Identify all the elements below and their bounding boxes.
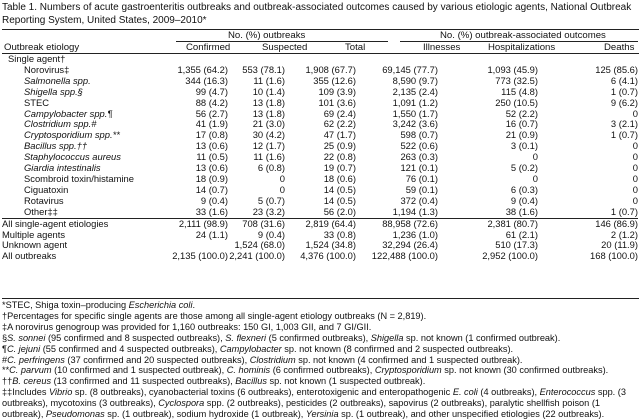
cell-suspected: 12 (1.7) bbox=[252, 140, 285, 152]
cell-deaths: 0 bbox=[632, 183, 638, 195]
cell-confirmed: 2,111 (98.9) bbox=[172, 218, 228, 229]
row-etiology: Giardia intestinalis bbox=[24, 162, 101, 174]
cell-confirmed: 11 (0.5) bbox=[196, 151, 228, 163]
cell-deaths: 6 (4.1) bbox=[610, 74, 638, 86]
cell-suspected: 10 (1.4) bbox=[252, 85, 285, 97]
cell-illnesses: 1,194 (1.3) bbox=[392, 205, 438, 217]
cell-hosp: 0 bbox=[532, 172, 538, 184]
cell-total: 101 (3.6) bbox=[318, 96, 356, 108]
row-etiology: Campylobacter spp.¶ bbox=[24, 107, 113, 119]
cell-illnesses: 598 (0.7) bbox=[400, 129, 438, 141]
cell-total: 33 (0.8) bbox=[323, 228, 356, 240]
footnote-line: †Percentages for specific single agents are those among all single-agent etiology outbreaks (N = 2,819). bbox=[2, 310, 427, 321]
group-header-outcomes: No. (%) outbreak-associated outcomes bbox=[440, 30, 606, 41]
row-etiology: All single-agent etiologies bbox=[2, 218, 172, 229]
cell-illnesses: 2,135 (2.4) bbox=[392, 85, 438, 97]
row-etiology: All outbreaks bbox=[2, 250, 57, 262]
cell-deaths: 0 bbox=[632, 140, 638, 152]
cell-total: 18 (0.6) bbox=[323, 172, 356, 184]
cell-illnesses: 69,145 (77.7) bbox=[382, 63, 438, 75]
table-row bbox=[2, 98, 638, 109]
cell-suspected: 1,524 (68.0) bbox=[234, 239, 285, 251]
cell-confirmed: 9 (0.4) bbox=[200, 194, 228, 206]
cell-deaths: 146 (86.9) bbox=[538, 218, 638, 229]
cell-deaths: 0 bbox=[632, 162, 638, 174]
row-etiology: Norovirus‡ bbox=[24, 63, 70, 75]
cell-total: 22 (0.8) bbox=[323, 151, 356, 163]
row-etiology: Clostridium spp.# bbox=[24, 118, 97, 130]
cell-confirmed: 24 (1.1) bbox=[195, 228, 228, 240]
cell-confirmed: 14 (0.7) bbox=[195, 183, 228, 195]
table-row bbox=[2, 196, 638, 207]
cell-total: 109 (3.9) bbox=[318, 85, 356, 97]
cell-illnesses: 1,550 (1.7) bbox=[392, 107, 438, 119]
cell-total: 4,376 (100.0) bbox=[300, 250, 356, 262]
cell-deaths: 3 (2.1) bbox=[610, 118, 638, 130]
cell-total: 14 (0.5) bbox=[323, 194, 356, 206]
cell-deaths: 168 (100.0) bbox=[590, 250, 638, 262]
cell-hosp: 1,093 (45.9) bbox=[487, 63, 538, 75]
cell-illnesses: 8,590 (9.7) bbox=[392, 74, 438, 86]
row-etiology: STEC bbox=[24, 96, 50, 108]
cell-deaths: 20 (11.9) bbox=[601, 239, 638, 251]
cell-hosp: 115 (4.8) bbox=[501, 85, 538, 97]
section-label: Single agent† bbox=[8, 53, 66, 64]
cell-total: 69 (2.4) bbox=[323, 107, 356, 119]
cell-suspected: 23 (3.2) bbox=[252, 205, 285, 217]
cell-deaths: 0 bbox=[632, 151, 638, 163]
cell-suspected: 0 bbox=[279, 172, 285, 184]
row-etiology: Shigella spp.§ bbox=[24, 85, 83, 97]
footnote-line: ‡A norovirus genogroup was provided for 1,160 outbreaks: 150 GI, 1,003 GII, and 7 GI/GII. bbox=[2, 321, 372, 332]
cell-deaths: 0 bbox=[632, 107, 638, 119]
table-row bbox=[2, 251, 638, 262]
cell-hosp: 3 (0.1) bbox=[510, 140, 538, 152]
cell-total: 355 (12.6) bbox=[313, 74, 356, 86]
cell-total: 19 (0.7) bbox=[323, 162, 356, 174]
row-etiology: Multiple agents bbox=[2, 228, 66, 240]
row-etiology: Other‡‡ bbox=[24, 205, 58, 217]
cell-suspected: 5 (0.7) bbox=[257, 194, 285, 206]
cell-total: 47 (1.7) bbox=[323, 129, 356, 141]
row-etiology: Scombroid toxin/histamine bbox=[24, 172, 134, 184]
cell-hosp: 16 (0.7) bbox=[505, 118, 538, 130]
row-etiology: Salmonella spp. bbox=[24, 74, 91, 86]
col-header-confirmed: Confirmed bbox=[186, 42, 231, 53]
cell-illnesses: 121 (0.1) bbox=[400, 162, 438, 174]
cell-hosp: 6 (0.3) bbox=[510, 183, 538, 195]
cell-hosp: 52 (2.2) bbox=[505, 107, 538, 119]
cell-deaths: 9 (6.2) bbox=[610, 96, 638, 108]
cell-suspected: 708 (31.6) bbox=[228, 218, 285, 229]
cell-total: 1,908 (67.7) bbox=[305, 63, 356, 75]
footnote-line: *STEC, Shiga toxin–producing Escherichia coli. bbox=[2, 300, 196, 310]
footnote-line: #C. perfringens (37 confirmed and 20 suspected outbreaks), Clostridium sp. not known (4 confirmed and 1 suspected outbreak). bbox=[2, 354, 523, 365]
cell-illnesses: 263 (0.3) bbox=[400, 151, 438, 163]
cell-total: 2,819 (64.4) bbox=[285, 218, 356, 229]
cell-deaths: 1 (0.7) bbox=[610, 205, 638, 217]
row-etiology: Staphylococcus aureus bbox=[24, 151, 121, 163]
cell-confirmed: 13 (0.6) bbox=[195, 140, 228, 152]
cell-illnesses: 3,242 (3.6) bbox=[392, 118, 438, 130]
cell-confirmed: 33 (1.6) bbox=[195, 205, 228, 217]
cell-suspected: 13 (1.8) bbox=[252, 107, 285, 119]
cell-confirmed: 41 (1.9) bbox=[195, 118, 228, 130]
table-row bbox=[2, 130, 638, 141]
cell-deaths: 1 (0.7) bbox=[610, 129, 638, 141]
cell-suspected: 30 (4.2) bbox=[252, 129, 285, 141]
col-header-hospitalizations: Hospitalizations bbox=[488, 42, 556, 53]
cell-hosp: 2,381 (80.7) bbox=[438, 218, 538, 229]
cell-deaths: 0 bbox=[632, 172, 638, 184]
footnote-line: ¶C. jejuni (55 confirmed and 4 suspected outbreaks), Campylobacter sp. not known (8 confirmed and 2 suspected outbreaks). bbox=[2, 343, 514, 354]
data-table bbox=[2, 54, 638, 262]
cell-confirmed: 344 (16.3) bbox=[185, 74, 228, 86]
footnote-line: outbreak), Pseudomonas sp. (1 outbreak), sodium hydroxide (1 outbreak), Yersinia sp. (1 outbreak), and other unspecified etiologies (22 outbreaks). bbox=[2, 409, 605, 420]
cell-deaths: 125 (85.6) bbox=[595, 63, 638, 75]
footnote-line: ††B. cereus (13 confirmed and 11 suspected outbreaks), Bacillus sp. not known (1 suspected outbreak). bbox=[2, 376, 426, 387]
cell-suspected: 553 (78.1) bbox=[242, 63, 285, 75]
footnote-line: outbreaks), mycotoxins (3 outbreaks), Cyclospora spp. (2 outbreaks), pesticides (2 outbreaks), sapovirus (2 outbreaks), paralytic shellfish poison (1 bbox=[2, 398, 600, 409]
group-header-outbreaks: No. (%) outbreaks bbox=[228, 30, 306, 41]
cell-illnesses: 32,294 (26.4) bbox=[382, 239, 438, 251]
col-header-total: Total bbox=[345, 42, 366, 53]
cell-illnesses: 1,091 (1.2) bbox=[392, 96, 438, 108]
cell-illnesses: 372 (0.4) bbox=[400, 194, 438, 206]
cell-illnesses: 1,236 (1.0) bbox=[392, 228, 438, 240]
cell-hosp: 9 (0.4) bbox=[510, 194, 538, 206]
table-row bbox=[2, 109, 638, 120]
cell-suspected: 2,241 (100.0) bbox=[229, 250, 285, 262]
table-row bbox=[2, 207, 638, 218]
cell-illnesses: 88,958 (72.6) bbox=[356, 218, 438, 229]
cell-confirmed: 99 (4.7) bbox=[195, 85, 228, 97]
cell-confirmed: 56 (2.7) bbox=[195, 107, 228, 119]
cell-deaths: 0 bbox=[632, 194, 638, 206]
cell-hosp: 38 (1.6) bbox=[505, 205, 538, 217]
cell-confirmed: 18 (0.9) bbox=[195, 172, 228, 184]
bottom-rule bbox=[2, 298, 639, 299]
row-etiology: Rotavirus bbox=[24, 194, 64, 206]
table-row bbox=[2, 185, 638, 196]
cell-illnesses: 59 (0.1) bbox=[405, 183, 438, 195]
cell-hosp: 5 (0.2) bbox=[510, 162, 538, 174]
table-row bbox=[2, 87, 638, 98]
footnote-line: §S. sonnei (95 confirmed and 8 suspected outbreaks), S. flexneri (5 confirmed outbreaks), Shigella sp. not known (1 confirmed outbreak). bbox=[2, 332, 561, 343]
cell-illnesses: 522 (0.6) bbox=[400, 140, 438, 152]
row-etiology: Cryptosporidium spp.** bbox=[24, 129, 120, 141]
table-row bbox=[2, 174, 638, 185]
cell-hosp: 773 (32.5) bbox=[495, 74, 538, 86]
cell-total: 56 (2.0) bbox=[323, 205, 356, 217]
cell-total: 62 (2.2) bbox=[323, 118, 356, 130]
cell-suspected: 9 (0.4) bbox=[257, 228, 285, 240]
cell-illnesses: 122,488 (100.0) bbox=[371, 250, 438, 262]
cell-hosp: 2,952 (100.0) bbox=[482, 250, 538, 262]
footnote-line: **C. parvum (10 confirmed and 1 suspected outbreak), C. hominis (6 confirmed outbreaks), Cryptosporidium sp. not known (30 confirmed outbreaks). bbox=[2, 365, 609, 376]
cell-suspected: 6 (0.8) bbox=[257, 162, 285, 174]
cell-confirmed: 88 (4.2) bbox=[195, 96, 228, 108]
cell-suspected: 13 (1.8) bbox=[252, 96, 285, 108]
col-header-illnesses: Illnesses bbox=[423, 42, 461, 53]
cell-confirmed: 17 (0.8) bbox=[195, 129, 228, 141]
cell-confirmed: 2,135 (100.0) bbox=[172, 250, 228, 262]
col-header-suspected: Suspected bbox=[262, 42, 308, 53]
cell-hosp: 510 (17.3) bbox=[495, 239, 538, 251]
cell-deaths: 1 (0.7) bbox=[610, 85, 638, 97]
cell-illnesses: 76 (0.1) bbox=[405, 172, 438, 184]
table-caption: Table 1. Numbers of acute gastroenteritis outbreaks and outbreak-associated outcomes caused by various etiologic agents, National Outbreak Reporting System, United States, 2009–2010* bbox=[2, 2, 632, 26]
row-etiology: Ciguatoxin bbox=[24, 183, 69, 195]
cell-suspected: 21 (3.0) bbox=[252, 118, 285, 130]
cell-confirmed: 1,355 (64.2) bbox=[177, 63, 228, 75]
row-etiology: Unknown agent bbox=[2, 239, 68, 251]
col-header-deaths: Deaths bbox=[604, 42, 635, 53]
cell-hosp: 61 (2.1) bbox=[505, 228, 538, 240]
cell-total: 25 (0.9) bbox=[323, 140, 356, 152]
cell-confirmed: 13 (0.6) bbox=[195, 162, 228, 174]
footnote-line: ‡‡Includes Vibrio sp. (8 outbreaks), cyanobacterial toxins (6 outbreaks), enterotoxigenic and enteropathogenic E. coli (4 outbreaks), Enterococcus spp. (3 bbox=[2, 387, 626, 398]
cell-deaths: 2 (1.2) bbox=[610, 228, 638, 240]
col-header-etiology: Outbreak etiology bbox=[4, 42, 80, 53]
cell-total: 14 (0.5) bbox=[323, 183, 356, 195]
cell-hosp: 250 (10.5) bbox=[495, 96, 538, 108]
table-row bbox=[2, 218, 638, 229]
cell-suspected: 11 (1.6) bbox=[253, 74, 285, 86]
cell-suspected: 0 bbox=[279, 183, 285, 195]
cell-total: 1,524 (34.8) bbox=[305, 239, 356, 251]
cell-hosp: 21 (0.9) bbox=[505, 129, 538, 141]
row-etiology: Bacillus spp.†† bbox=[24, 140, 88, 152]
cell-hosp: 0 bbox=[532, 151, 538, 163]
cell-suspected: 11 (1.6) bbox=[253, 151, 285, 163]
footnotes bbox=[2, 300, 638, 420]
